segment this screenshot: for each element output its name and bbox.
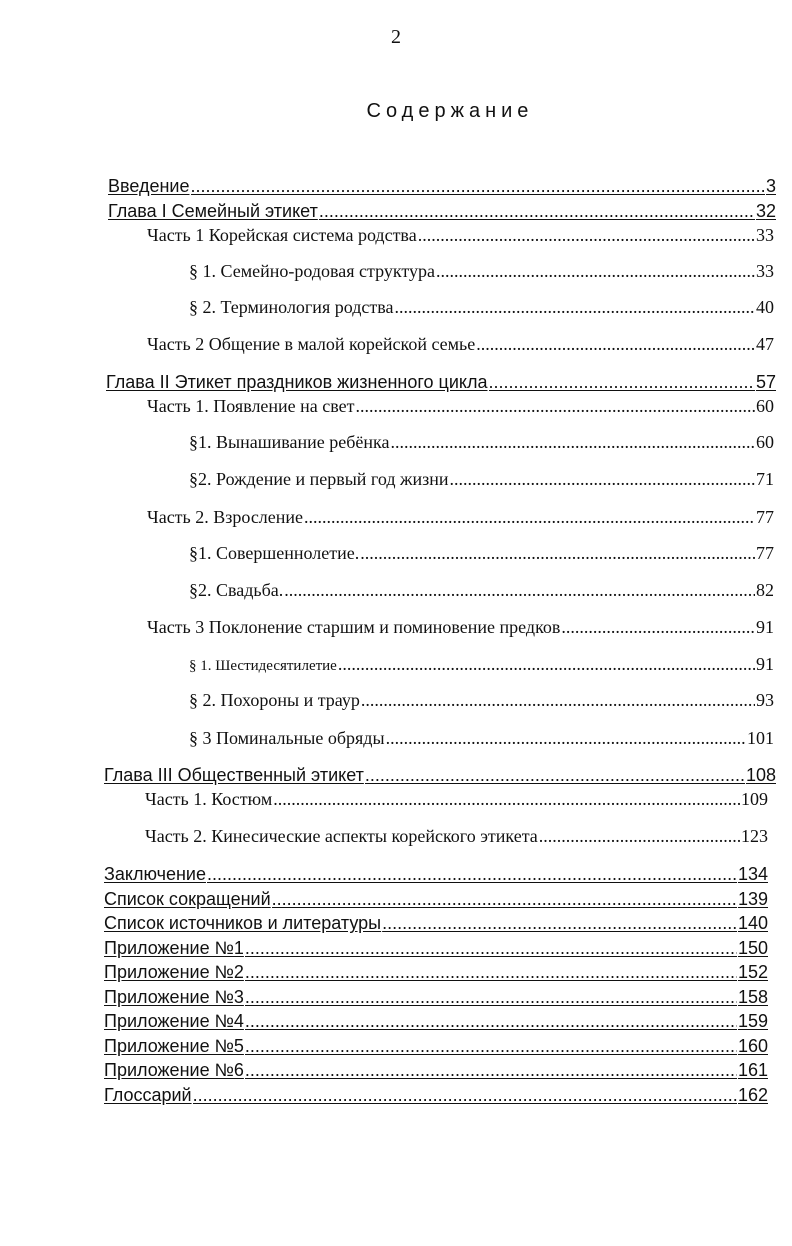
dot-leader bbox=[245, 1036, 737, 1057]
toc-entry-page: 33 bbox=[756, 261, 774, 281]
toc-entry-part[interactable] bbox=[147, 507, 774, 528]
toc-entry-label: §2. Рождение и первый год жизни bbox=[189, 469, 449, 489]
toc-entry-label: Приложение №2 bbox=[104, 962, 244, 982]
dot-leader bbox=[207, 864, 737, 885]
toc-entry-page: 91 bbox=[756, 617, 774, 637]
dot-leader bbox=[489, 372, 755, 393]
toc-entry-appendix-6[interactable] bbox=[104, 1060, 768, 1081]
toc-entry-label: Глоссарий bbox=[104, 1085, 192, 1105]
toc-entry-label: Приложение №3 bbox=[104, 987, 244, 1007]
toc-entry-section[interactable] bbox=[189, 654, 774, 675]
toc-entry-label: Список источников и литературы bbox=[104, 913, 382, 933]
dot-leader bbox=[476, 334, 755, 355]
toc-entry-chapter-2[interactable] bbox=[106, 372, 776, 393]
toc-entry-label: Часть 2. Кинесические аспекты корейского этикета bbox=[145, 826, 538, 846]
page-number: 2 bbox=[391, 26, 401, 48]
toc-entry-appendix-2[interactable] bbox=[104, 962, 768, 983]
toc-entry-part[interactable] bbox=[147, 396, 774, 417]
dot-leader bbox=[272, 889, 737, 910]
dot-leader bbox=[365, 765, 745, 786]
toc-entry-section[interactable] bbox=[189, 261, 774, 282]
toc-entry-page: 40 bbox=[756, 297, 774, 317]
toc-entry-page: 47 bbox=[756, 334, 774, 354]
toc-entry-part[interactable] bbox=[145, 826, 768, 847]
toc-entry-abbreviations[interactable] bbox=[104, 889, 768, 910]
toc-entry-page: 101 bbox=[747, 728, 774, 748]
toc-entry-label: Приложение №4 bbox=[104, 1011, 244, 1031]
dot-leader bbox=[245, 987, 737, 1008]
toc-entry-appendix-1[interactable] bbox=[104, 938, 768, 959]
toc-entry-page: 139 bbox=[737, 889, 768, 909]
toc-entry-bibliography[interactable] bbox=[104, 913, 768, 934]
toc-entry-label: § 3 Поминальные обряды bbox=[189, 728, 385, 748]
toc-entry-chapter-1[interactable] bbox=[108, 201, 776, 222]
toc-entry-page: 108 bbox=[745, 765, 776, 785]
toc-entry-conclusion[interactable] bbox=[104, 864, 768, 885]
toc-entry-label: Глава III Общественный этикет bbox=[104, 765, 364, 785]
toc-entry-page: 109 bbox=[741, 789, 768, 809]
toc-entry-label: Часть 1. Появление на свет bbox=[147, 396, 355, 416]
dot-leader bbox=[436, 261, 755, 282]
toc-entry-part[interactable] bbox=[147, 617, 774, 638]
toc-entry-page: 91 bbox=[756, 654, 774, 674]
toc-entry-page: 159 bbox=[737, 1011, 768, 1031]
dot-leader bbox=[539, 826, 740, 847]
toc-entry-page: 82 bbox=[756, 580, 774, 600]
dot-leader bbox=[193, 1085, 737, 1106]
toc-entry-page: 161 bbox=[737, 1060, 768, 1080]
toc-entry-section[interactable] bbox=[189, 297, 774, 318]
toc-entry-chapter-3[interactable] bbox=[104, 765, 776, 786]
toc-entry-page: 123 bbox=[741, 826, 768, 846]
toc-entry-page: 158 bbox=[737, 987, 768, 1007]
dot-leader bbox=[360, 543, 755, 564]
toc-entry-label: § 1. Семейно-родовая структура bbox=[189, 261, 435, 281]
dot-leader bbox=[386, 728, 746, 749]
toc-entry-part[interactable] bbox=[147, 225, 774, 246]
dot-leader bbox=[245, 938, 737, 959]
toc-entry-label: Приложение №5 bbox=[104, 1036, 244, 1056]
toc-entry-section[interactable] bbox=[189, 469, 774, 490]
toc-entry-label: Приложение №6 bbox=[104, 1060, 244, 1080]
dot-leader bbox=[449, 469, 755, 490]
dot-leader bbox=[284, 580, 755, 601]
toc-entry-page: 77 bbox=[756, 507, 774, 527]
toc-entry-part[interactable] bbox=[145, 789, 768, 810]
dot-leader bbox=[356, 396, 755, 417]
toc-title: Содержание bbox=[366, 100, 534, 122]
toc-entry-label: Часть 3 Поклонение старшим и поминовение предков bbox=[147, 617, 561, 637]
toc-entry-label: § 1. Шестидесятилетие bbox=[189, 658, 337, 674]
toc-entry-label: Часть 2 Общение в малой корейской семье bbox=[147, 334, 476, 354]
toc-entry-label: Введение bbox=[108, 176, 190, 196]
toc-entry-label: Список сокращений bbox=[104, 889, 271, 909]
dot-leader bbox=[338, 654, 755, 675]
toc-entry-label: Заключение bbox=[104, 864, 206, 884]
toc-entry-section[interactable] bbox=[189, 690, 774, 711]
toc-entry-label: §2. Свадьба. bbox=[189, 580, 284, 600]
toc-entry-page: 150 bbox=[737, 938, 768, 958]
toc-entry-label: Часть 1. Костюм bbox=[145, 789, 273, 809]
toc-entry-section[interactable] bbox=[189, 580, 774, 601]
toc-entry-label: Часть 2. Взросление bbox=[147, 507, 304, 527]
dot-leader bbox=[361, 690, 755, 711]
toc-entry-appendix-4[interactable] bbox=[104, 1011, 768, 1032]
toc-entry-glossary[interactable] bbox=[104, 1085, 768, 1106]
dot-leader bbox=[418, 225, 755, 246]
dot-leader bbox=[382, 913, 737, 934]
toc-entry-appendix-5[interactable] bbox=[104, 1036, 768, 1057]
toc-entry-label: §1. Совершеннолетие. bbox=[189, 543, 360, 563]
toc-entry-page: 3 bbox=[765, 176, 776, 196]
dot-leader bbox=[394, 297, 755, 318]
toc-entry-label: § 2. Терминология родства bbox=[189, 297, 394, 317]
dot-leader bbox=[304, 507, 755, 528]
toc-entry-page: 93 bbox=[756, 690, 774, 710]
toc-entry-section[interactable] bbox=[189, 543, 774, 564]
toc-entry-label: Приложение №1 bbox=[104, 938, 244, 958]
toc-entry-page: 77 bbox=[756, 543, 774, 563]
toc-entry-label: Глава II Этикет праздников жизненного цикла bbox=[106, 372, 488, 392]
toc-entry-page: 57 bbox=[755, 372, 776, 392]
toc-entry-label: §1. Вынашивание ребёнка bbox=[189, 432, 390, 452]
toc-entry-label: § 2. Похороны и траур bbox=[189, 690, 360, 710]
toc-entry-page: 33 bbox=[756, 225, 774, 245]
toc-entry-part[interactable] bbox=[147, 334, 774, 355]
toc-entry-page: 160 bbox=[737, 1036, 768, 1056]
dot-leader bbox=[245, 1011, 737, 1032]
toc-entry-section[interactable] bbox=[189, 728, 774, 749]
dot-leader bbox=[273, 789, 740, 810]
toc-entry-page: 60 bbox=[756, 396, 774, 416]
toc-entry-page: 32 bbox=[755, 201, 776, 221]
toc-entry-section[interactable] bbox=[189, 432, 774, 453]
toc-entry-page: 140 bbox=[737, 913, 768, 933]
dot-leader bbox=[245, 962, 737, 983]
toc-entry-page: 71 bbox=[756, 469, 774, 489]
toc-entry-label: Часть 1 Корейская система родства bbox=[147, 225, 417, 245]
toc-entry-page: 152 bbox=[737, 962, 768, 982]
toc-entry-page: 162 bbox=[737, 1085, 768, 1105]
toc-entry-page: 60 bbox=[756, 432, 774, 452]
dot-leader bbox=[561, 617, 755, 638]
toc-entry-label: Глава I Семейный этикет bbox=[108, 201, 318, 221]
dot-leader bbox=[245, 1060, 737, 1081]
toc-entry-page: 134 bbox=[737, 864, 768, 884]
dot-leader bbox=[191, 176, 765, 197]
toc-entry-appendix-3[interactable] bbox=[104, 987, 768, 1008]
toc-entry-introduction[interactable] bbox=[108, 176, 776, 197]
dot-leader bbox=[390, 432, 755, 453]
dot-leader bbox=[319, 201, 755, 222]
